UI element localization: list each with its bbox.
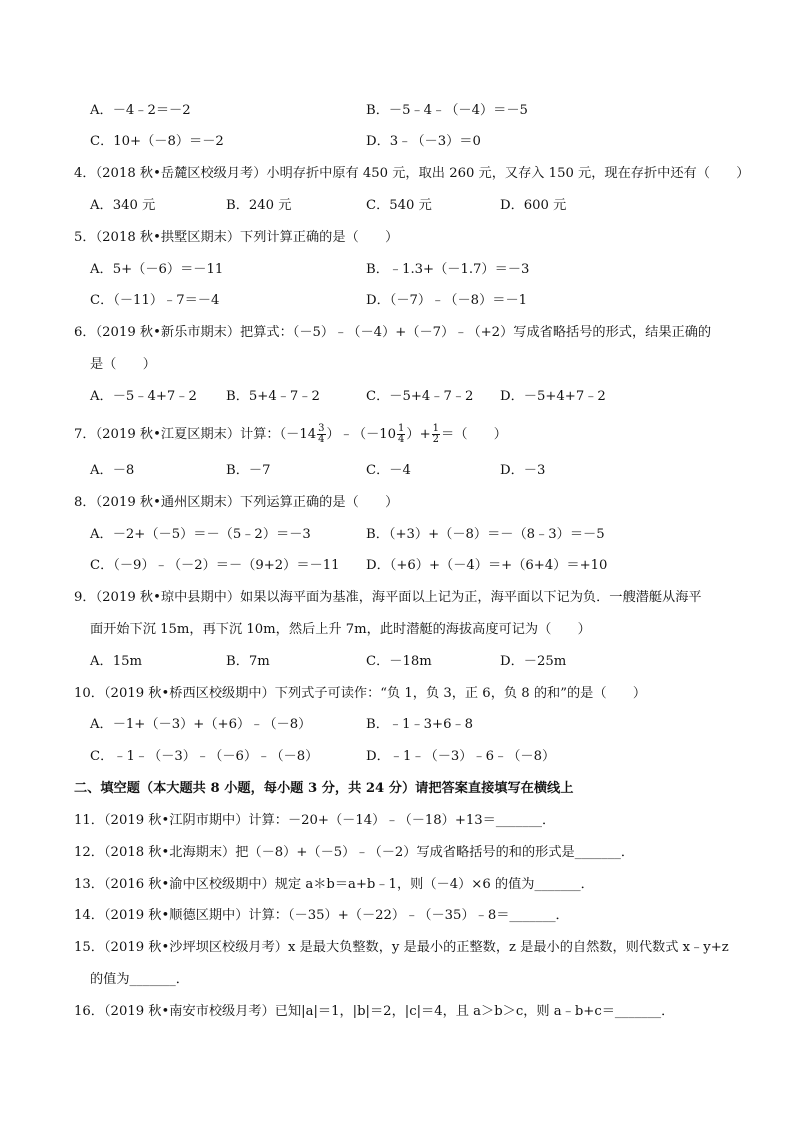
q9-option-c: C．－18m <box>366 654 432 669</box>
q7-fraction-1-num: 3 <box>318 423 325 434</box>
q8-option-c: C．（－9）﹣（－2）＝－（9+2）＝－11 <box>90 558 340 573</box>
q6-option-d: D．－5+4+7﹣2 <box>500 389 606 404</box>
q3-option-c: C．10+（－8）＝－2 <box>90 134 224 149</box>
q4-option-b: B．240 元 <box>226 198 292 213</box>
q7-option-b: B．－7 <box>226 463 271 478</box>
q7-stem-mid2: ）+ <box>406 427 431 442</box>
q9-stem: 9．（2019 秋•琼中县期中）如果以海平面为基准，海平面以上记为正，海平面以下记为负．一艘潜艇从海平 <box>74 590 702 605</box>
q4-option-a: A．340 元 <box>90 198 156 213</box>
q9-option-a: A．15m <box>90 654 142 669</box>
q7-fraction-2 <box>397 424 405 445</box>
q10-option-a: A．－1+（－3）+（+6）﹣（－8） <box>90 717 312 732</box>
q15-stem-cont: 的值为_______． <box>90 972 189 987</box>
q7-fraction-3 <box>432 424 440 445</box>
q5-stem: 5．（2018 秋•拱墅区期末）下列计算正确的是（ ） <box>74 230 399 245</box>
q7-fraction-1-den: 4 <box>318 434 325 445</box>
q5-option-a: A．5+（－6）＝－11 <box>90 262 224 277</box>
q7-fraction-1 <box>317 424 325 445</box>
q7-fraction-3-den: 2 <box>432 434 440 445</box>
q4-option-c: C．540 元 <box>366 198 432 213</box>
q10-option-b: B．﹣1﹣3+6﹣8 <box>366 717 474 732</box>
q7-option-a: A．－8 <box>90 463 135 478</box>
q13-stem: 13．（2016 秋•渝中区校级期中）规定 a＊b＝a+b﹣1，则（－4）×6 的值为_______． <box>74 877 594 892</box>
q10-stem: 10．（2019 秋•桥西区校级期中）下列式子可读作：“负 1，负 3，正 6，负 8 的和”的是（ ） <box>74 686 647 701</box>
q7-fraction-3-num: 1 <box>432 423 440 434</box>
q7-stem-mid: ）﹣（－10 <box>326 427 397 442</box>
q4-option-d: D．600 元 <box>500 198 567 213</box>
q15-stem: 15．（2019 秋•沙坪坝区校级月考）x 是最大负整数，y 是最小的正整数，z 是最小的自然数，则代数式 x﹣y+z <box>74 940 729 955</box>
q8-stem: 8．（2019 秋•通州区期末）下列运算正确的是（ ） <box>74 495 399 510</box>
q7-stem-post: ＝（ ） <box>441 427 507 442</box>
q3-option-a: A．－4﹣2＝－2 <box>90 103 191 118</box>
q6-stem-cont: 是（ ） <box>90 357 156 372</box>
q7-fraction-2-num: 1 <box>398 423 405 434</box>
q9-option-b: B．7m <box>226 654 270 669</box>
q9-stem-cont: 面开始下沉 15m，再下沉 10m，然后上升 7m，此时潜艇的海拔高度可记为（ ） <box>90 622 591 637</box>
q10-option-d: D．﹣1﹣（－3）﹣6﹣（－8） <box>366 749 556 764</box>
q11-stem: 11．（2019 秋•江阴市期中）计算：－20+（－14）﹣（－18）+13＝_______． <box>74 813 556 828</box>
q5-option-b: B．﹣1.3+（－1.7）＝－3 <box>366 262 530 277</box>
q6-option-c: C．－5+4﹣7﹣2 <box>366 389 474 404</box>
q7-stem-pre: 7．（2019 秋•江夏区期末）计算：（－14 <box>74 427 317 442</box>
q8-option-d: D．（+6）+（－4）＝+（6+4）＝+10 <box>366 558 608 573</box>
q6-option-b: B．5+4﹣7﹣2 <box>226 389 320 404</box>
q7-stem <box>74 424 507 445</box>
q3-option-b: B．－5﹣4﹣（－4）＝－5 <box>366 103 528 118</box>
q10-option-c: C．﹣1﹣（－3）﹣（－6）﹣（－8） <box>90 749 319 764</box>
q4-stem: 4．（2018 秋•岳麓区校级月考）小明存折中原有 450 元，取出 260 元，又存入 150 元，现在存折中还有（ ） <box>74 166 750 181</box>
q5-option-d: D．（－7）﹣（－8）＝－1 <box>366 293 528 308</box>
q12-stem: 12．（2018 秋•北海期末）把（－8）+（－5）﹣（－2）写成省略括号的和的形式是_______． <box>74 845 635 860</box>
q3-option-d: D．3﹣（－3）＝0 <box>366 134 481 149</box>
section-2-heading: 二、填空题（本大题共 8 小题，每小题 3 分，共 24 分）请把答案直接填写在横线上 <box>74 781 574 796</box>
q6-stem: 6．（2019 秋•新乐市期末）把算式：（－5）﹣（－4）+（－7）﹣（+2）写成省略括号的形式，结果正确的 <box>74 325 712 340</box>
q16-stem: 16．（2019 秋•南安市校级月考）已知|a|＝1，|b|＝2，|c|＝4，且 a＞b＞c，则 a﹣b+c＝_______． <box>74 1004 675 1019</box>
q5-option-c: C．（－11）﹣7＝－4 <box>90 293 220 308</box>
q7-option-c: C．－4 <box>366 463 411 478</box>
q7-fraction-2-den: 4 <box>398 434 405 445</box>
q8-option-a: A．－2+（－5）＝－（5﹣2）＝－3 <box>90 527 311 542</box>
q14-stem: 14．（2019 秋•顺德区期中）计算：（－35）+（－22）﹣（－35）﹣8＝_______． <box>74 908 569 923</box>
q7-option-d: D．－3 <box>500 463 546 478</box>
q9-option-d: D．－25m <box>500 654 567 669</box>
q6-option-a: A．－5﹣4+7﹣2 <box>90 389 197 404</box>
q8-option-b: B．（+3）+（－8）＝－（8﹣3）＝－5 <box>366 527 605 542</box>
